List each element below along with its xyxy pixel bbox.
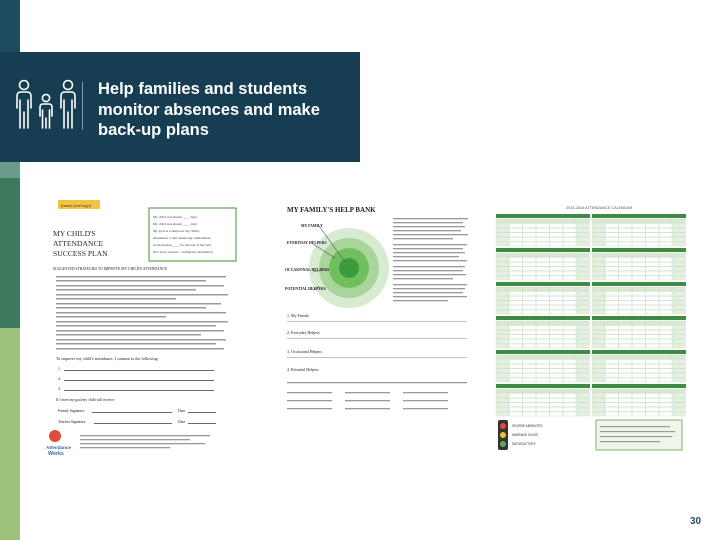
red-light-icon: [500, 423, 506, 429]
calendar-goal-box: [596, 420, 682, 450]
attendance-works-logo-icon: [49, 430, 61, 442]
label-my-family: MY FAMILY: [301, 224, 323, 228]
green-light-icon: [500, 441, 506, 447]
box-line-5: no more than ____ for the rest of the year: [153, 243, 212, 247]
plan-title-line-3: SUCCESS PLAN: [53, 249, 108, 258]
blank-3: 3.: [58, 386, 61, 391]
strip-segment-green: [0, 178, 20, 328]
legend-warning: WARNING SIGNS: [512, 433, 539, 437]
list-item-everyday-helpers: 2. Everyday Helpers: [287, 330, 320, 335]
plan-title-line-1: MY CHILD'S: [53, 229, 96, 238]
strip-segment-teal: [0, 162, 20, 178]
improve-commitment: To improve my child's attendance, I commit to the following:: [56, 356, 159, 361]
slide-title: Help families and students monitor absences and make back-up plans: [98, 80, 320, 139]
list-item-potential-helpers: 4. Potential Helpers: [287, 367, 319, 372]
label-potential-helpers: POTENTIAL HELPERS: [285, 287, 326, 291]
attendance-calendar-thumbnail: [494, 196, 688, 464]
legend-severe: SEVERE ABSENTEE: [512, 424, 543, 428]
label-everyday-helpers: EVERYDAY HELPERS: [287, 241, 327, 245]
teacher-date-label: Date: [178, 420, 186, 424]
box-line-6: (8 or fewer sessions = satisfactory attendance): [153, 250, 213, 254]
box-line-4: attendance. I will ensure my child misses: [153, 236, 211, 240]
blank-2: 2.: [58, 376, 61, 381]
list-item-occasional-helpers: 3. Occasional Helpers: [287, 349, 323, 354]
strip-segment-top: [0, 0, 20, 52]
attendance-plan-document: [36, 196, 250, 458]
brand-line-1: Attendance: [46, 445, 72, 450]
help-bank-document: [283, 196, 475, 422]
family-help-bank-thumbnail: [283, 196, 475, 422]
label-occasional-helpers: OCCASIONAL HELPERS: [285, 268, 330, 272]
banner-divider: [82, 82, 83, 130]
box-line-2: My child was absent ____ days: [153, 222, 198, 226]
attendance-calendar-document: [494, 196, 688, 464]
strategies-heading: SUGGESTED STRATEGIES TO IMPROVE MY CHILD'S ATTENDANCE: [53, 267, 168, 271]
reward-line: If I meet my goal my child will receive:: [56, 398, 115, 402]
family-people-icon: [14, 78, 78, 134]
calendar-title: 2015-2016 ATTENDANCE CALENDAR: [566, 206, 633, 210]
family-date-label: Date: [178, 409, 186, 413]
list-item-my-family: 1. My Family: [287, 313, 309, 318]
logo-placeholder: [insert your logo]: [61, 203, 92, 208]
family-signature-label: Family Signature: [58, 409, 85, 413]
box-line-1: My child was absent ____ days: [153, 215, 198, 219]
family-core-circle: [339, 258, 359, 278]
plan-title-line-2: ATTENDANCE: [53, 239, 104, 248]
blank-1: 1.: [58, 366, 61, 371]
legend-satisfactory: SATISFACTORY: [512, 442, 536, 446]
strip-segment-light-green: [0, 328, 20, 540]
attendance-success-plan-thumbnail: [36, 196, 250, 458]
brand-line-2: Works: [48, 451, 64, 457]
page-number: 30: [690, 516, 702, 527]
box-line-3: My goal is to improve my child's: [153, 229, 200, 233]
help-bank-title: MY FAMILY'S HELP BANK: [287, 206, 376, 214]
teacher-signature-label: Teacher Signature: [58, 420, 86, 424]
yellow-light-icon: [500, 432, 506, 438]
